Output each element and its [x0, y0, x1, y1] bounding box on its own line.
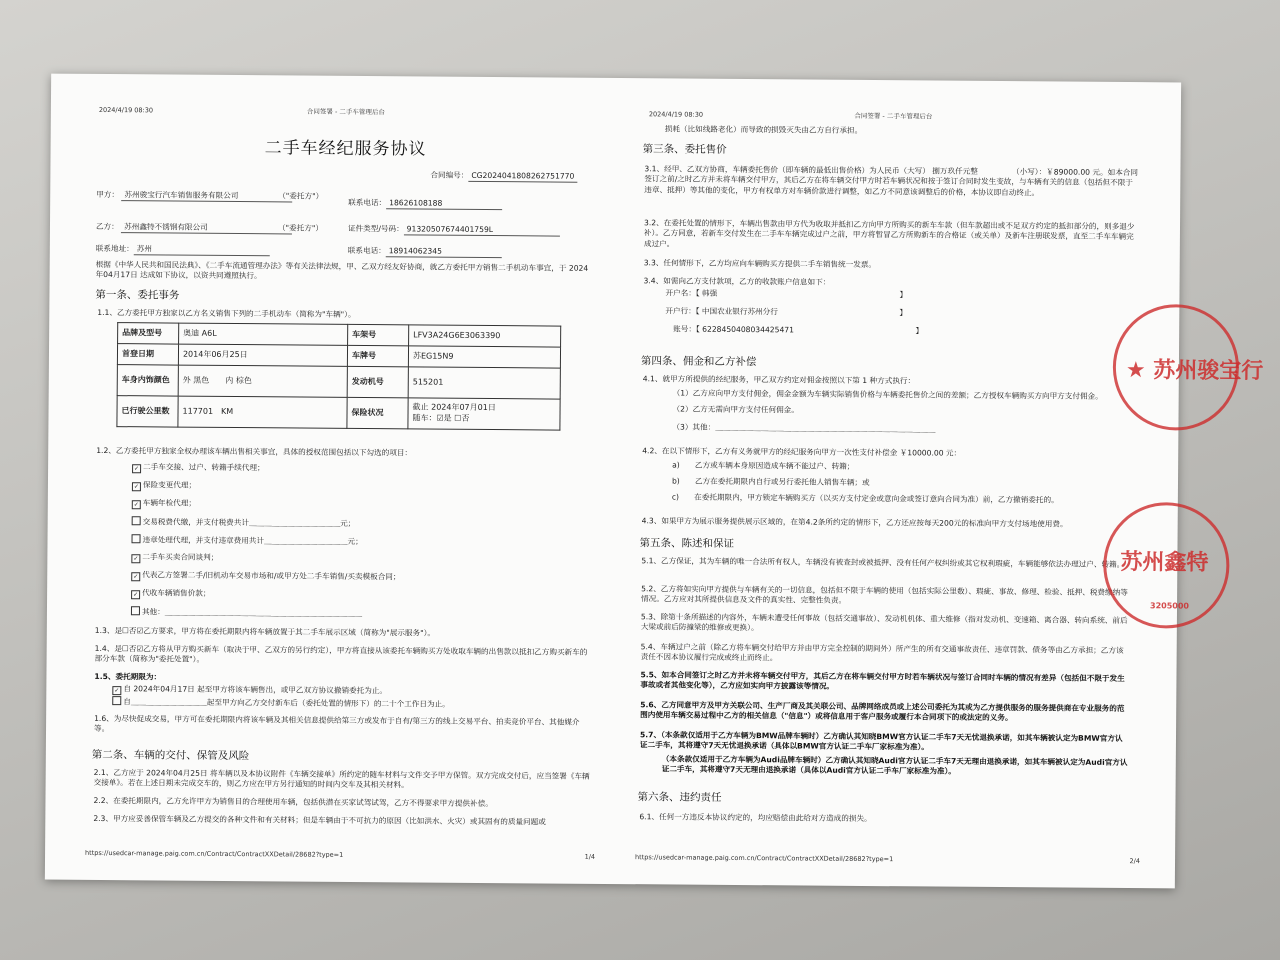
section-2-heading: 第二条、车辆的交付、保管及风险 [91, 748, 250, 763]
clause-4-2: 4.2、在以下情形下，乙方有义务就甲方的经纪服务向甲方一次性支付补偿金 ￥10000.00 元： [642, 446, 962, 458]
clause-4-1-3: （3）其他：＿＿＿＿＿＿＿＿＿＿＿＿＿＿＿＿＿＿＿＿＿＿＿＿＿＿＿＿＿ [672, 422, 936, 434]
clause-4-2-c: c) 在委托期限内，甲方锁定车辆购买方（以买方支付定金或意向金或签订意向合同为准）前，乙方撤销委托的。 [671, 492, 1059, 505]
footer-url[interactable]: https://usedcar-manage.paig.com.cn/Contract/ContractXXDetail/28682?type=1 [635, 853, 894, 864]
vehicle-info-table: 品牌及型号 奥迪 A6L 车架号 LFV3A24G6E3063390 首登日期 2014年06月25日 车牌号 苏EG15N9 车身内饰颜色 外 黑色 内 棕色 发动机号 515201 已行驶公里数 117701 KM 保险状况 截止 2024年07月01日 随车：☑是 ☐否 [116, 322, 561, 430]
carryover-line: 损耗（比如线路老化）而导致的损毁灭失由乙方自行承担。 [664, 124, 863, 135]
party-a-phone: 联系电话： 18626108188 [348, 198, 502, 210]
checkbox-icon: ✓ [133, 501, 139, 509]
clause-1-5-b: 自＿＿＿＿＿＿＿＿＿＿起至甲方向乙方交付新车后（委托处置的情形下）的二十个工作日为止。 [112, 696, 450, 710]
section-1-heading: 第一条、委托事务 [95, 288, 180, 302]
authorization-option: ✓ 车辆年检代理； [133, 498, 197, 509]
checkbox-icon [131, 534, 140, 543]
party-b: 乙方： 苏州鑫特不锈钢有限公司 [96, 222, 292, 235]
authorization-option: 交易税费代缴，并支付税费共计＿＿＿＿＿＿＿＿＿＿＿＿元； [132, 516, 356, 529]
clause-4-2-a: a) 乙方或车辆本身原因造成车辆不能过户、转籍； [672, 460, 855, 471]
section-4-heading: 第四条、佣金和乙方补偿 [640, 355, 757, 369]
clause-1-3: 1.3、是☐否☑乙方要求，甲方将在委托期限内将车辆放置于其二手车展示区域（简称为"展示服务"）。 [94, 625, 436, 638]
company-seal-2: 苏州鑫特 3205000 [1103, 502, 1230, 629]
clause-5-4: 5.4、车辆过户之前（除乙方将车辆交付给甲方并由甲方完全控制的期间外）所产生的所有交通事故责任、违章罚款、债务等由乙方承担；乙方该责任不因本协议履行完成或终止而终止。 [640, 642, 1124, 663]
header-title: 合同签署 - 二手车管理后台 [854, 111, 933, 121]
contract-page-1 [85, 74, 601, 884]
party-b-id: 证件类型/号码： 91320507674401759L [348, 224, 560, 237]
clause-5-1: 5.1、乙方保证，其为车辆的唯一合法所有权人，车辆没有被查封或被抵押、没有任何产权纠纷或其它权利瑕疵，车辆能够依法办理过户、转籍。 [641, 556, 1125, 570]
clause-4-1-1: （1）乙方应向甲方支付佣金，佣金金额为车辆实际销售价格与车辆委托售价之间的差额；乙方授权车辆购买方向甲方支付佣金。 [672, 388, 1103, 401]
header-date: 2024/4/19 08:30 [648, 110, 704, 119]
account-bank: 开户行：【 中国农业银行苏州分行 】 [665, 306, 907, 318]
checkbox-icon: ✓ [134, 465, 140, 473]
authorization-option: 其他：＿＿＿＿＿＿＿＿＿＿＿＿＿＿＿＿＿＿＿＿＿＿＿＿＿＿ [131, 606, 362, 619]
section-6-heading: 第六条、违约责任 [637, 791, 722, 804]
authorization-option: ✓ 保险变更代理； [133, 480, 197, 491]
header-date: 2024/4/19 08:30 [98, 105, 154, 115]
clause-4-3: 4.3、如果甲方为展示服务提供展示区域的，在第4.2条所约定的情形下，乙方还应按每天200元的标准向甲方支付场地使用费。 [641, 516, 1068, 529]
clause-1-2: 1.2、乙方委托甲方独家全权办理该车辆出售相关事宜，具体的授权范围包括以下勾选的项目： [96, 445, 413, 458]
clause-4-1: 4.1、就甲方所提供的经纪服务，甲乙双方约定对佣金按照以下第 1 种方式执行： [642, 374, 916, 386]
contract-page-2 [635, 78, 1146, 888]
clause-3-1: 3.1、经甲、乙双方协商，车辆委托售价（即车辆的最低出售价格）为人民币（大写） 捌万玖仟元整 （小写）：￥89000.00 元。如本合同签订之前/之时乙方并未将车辆交付甲方，其后乙方在将车辆交付甲方时若车辆状况和按于签订合同时发生变故，与车辆有关的信息（包括但不限于违章、抵押）等其他的变化，甲方有权单方对车辆价款进行调整，如乙方不同意该调整后的价格，本协议即自动终止。 [644, 164, 1139, 197]
party-b-address: 联系地址： 苏州 [96, 244, 270, 257]
checkbox-icon [131, 606, 140, 615]
authorization-option: ✓ 代收车辆销售价款； [133, 588, 211, 599]
clause-1-5-title: 1.5、委托期限为： [94, 671, 162, 682]
contract-number: 合同编号： CG2024041808262751770 [430, 171, 577, 183]
footer-url[interactable]: https://usedcar-manage.paig.com.cn/Contract/ContractXXDetail/28682?type=1 [85, 848, 344, 859]
clause-3-2: 3.2、在委托处置的情形下，车辆出售款由甲方代为收取并抵扣乙方向甲方所购买的新车车款（但车款超出或不足双方约定的抵扣部分的，则多退少补）。乙方同意，若新车交付发生在二手车车辆完成过户之前，甲方将暂冒乙方所购新车的合格证（或关单）及新车注册联发票，直至二手车车辆完成过户。 [643, 218, 1135, 248]
account-number: 账号：【 6228450408034425471 】 [673, 324, 924, 336]
header-title: 合同签署 - 二手车管理后台 [306, 107, 385, 117]
clause-5-5: 5.5、如本合同签订之时乙方并未将车辆交付甲方，其后乙方在将车辆交付甲方时若车辆状况与签订合同时车辆的情况有差异（包括但不限于发生事故或者其他变化等），乙方应如实向甲方披露该等情况。 [640, 670, 1125, 691]
company-seal-1: ★ 苏州骏宝行 [1112, 304, 1239, 431]
clause-1-5-a: ✓ 自 2024年04月17日 起至甲方将该车辆售出，或甲乙双方协议撤销委托为止。 [114, 684, 388, 696]
clause-5-6: 5.6、乙方同意甲方及甲方关联公司、生产厂商及其关联公司、品牌网络成员或上述公司委托为其或为乙方提供服务的服务提供商在专业服务的范围内使用车辆交易过程中乙方的相关信息（"信息"）或将信息用于客户服务或履行本合同项下的或法定的义务。 [640, 700, 1125, 723]
checkbox-icon [132, 516, 141, 525]
party-a: 甲方： 苏州骏宝行汽车销售服务有限公司 [96, 190, 356, 203]
clause-1-4: 1.4、是☐否☑乙方将从甲方购买新车（取决于甲、乙双方的另行约定），甲方将直接从该委托车辆购买方处收取车辆的出售款以抵扣乙方购买新车的部分车款（简称为"委托处置"）。 [94, 643, 588, 665]
authorization-option: ✓ 代表乙方签署二手/旧机动车交易市场和/或甲方处二手车销售/买卖模板合同； [133, 570, 401, 582]
clause-2-2: 2.2、在委托期限内，乙方允许甲方为销售目的合理使用车辆，包括供潜在买家试驾试驾，乙方不得要求甲方提供补偿。 [93, 795, 493, 809]
section-5-heading: 第五条、陈述和保证 [639, 537, 735, 550]
clause-4-1-2: （2）乙方无需向甲方支付任何佣金。 [672, 404, 799, 415]
party-b-phone: 联系电话： 18914062345 [348, 246, 502, 258]
party-b-role: （"委托方"） [277, 223, 323, 233]
checkbox-icon: ✓ [133, 573, 139, 581]
authorization-option: ✓ 二手车交接、过户、转籍手续代理； [134, 462, 265, 473]
party-a-role: （"委托方"） [278, 191, 324, 201]
clause-1-1: 1.1、乙方委托甲方独家以乙方名义销售下列的二手机动车（简称为"车辆"）。 [97, 307, 356, 319]
clause-5-7-audi: （本条款仅适用于乙方车辆为Audi品牌车辆时）乙方确认其知晓Audi官方认证二手车7天无理由退换承诺，如其车辆被认定为Audi官方认证二手车，其将遵守7天无理由退换承诺（具体以Audi官方认证二手车厂家标准为准）。 [661, 754, 1128, 776]
authorization-option: 违章处理代理，并支付违章费用共计＿＿＿＿＿＿＿＿＿＿＿元； [131, 534, 362, 547]
clause-1-6: 1.6、为尽快促成交易，甲方可在委托期限内将该车辆及其相关信息提供给第三方或发布于自有/第三方的线上交易平台、拍卖竞价平台、其他媒介等。 [94, 713, 580, 734]
footer-page-number: 2/4 [1129, 857, 1141, 866]
clause-5-2: 5.2、乙方将如实向甲方提供与车辆有关的一切信息，包括但不限于车辆的使用（包括实际公里数）、瑕疵、事故、修理、检验、抵押、税费缴纳等情况。乙方应对其所提供信息及文件的真实性、完整性负责。 [641, 584, 1128, 606]
clause-6-1: 6.1、任何一方违反本协议约定的，均应赔偿由此给对方造成的损失。 [639, 812, 872, 824]
document-title: 二手车经纪服务协议 [264, 138, 427, 160]
clause-5-3: 5.3、除第十条所描述的内容外，车辆未遭受任何事故（包括交通事故）、发动机机体、重大维修（指对发动机、变速箱、离合器、转向系统、前后大梁或前后防撞梁的维修或更换）。 [640, 612, 1128, 633]
authorization-option: ✓ 二手车买卖合同谈判； [133, 552, 219, 563]
contract-sheet [45, 74, 1264, 889]
section-3-heading: 第三条、委托售价 [642, 143, 727, 156]
checkbox-icon: ✓ [133, 555, 139, 563]
account-name: 开户名：【 韩强 】 [665, 288, 908, 300]
checkbox-icon: ✓ [133, 483, 139, 491]
intro-paragraph: 根据《中华人民共和国民法典》、《二手车流通管理办法》等有关法律法规，甲、乙双方经友好协商，就乙方委托甲方销售二手机动车事宜，于 2024年04月17日 达成如下协议，以资共同遵照执行。 [95, 259, 589, 281]
checkbox-icon: ✓ [133, 591, 139, 599]
clause-3-3: 3.3、任何情形下，乙方均应向车辆购买方提供二手车销售统一发票。 [643, 258, 877, 270]
clause-2-3: 2.3、甲方应妥善保管车辆及乙方提交的各种文件和有关材料；但是车辆由于不可抗力的原因（比如洪水、火灾）或其固有的质量问题或 [93, 813, 546, 827]
clause-4-2-b: b) 乙方在委托期限内自行或另行委托他人销售车辆；或 [671, 476, 870, 488]
clause-5-7-bmw: 5.7、（本条款仅适用于乙方车辆为BMW品牌车辆时）乙方确认其知晓BMW官方认证二手车7天无忧退换承诺，如其车辆被认定为BMW官方认证二手车，其将遵守7天无忧退换承诺（具体以BMW官方认证二手车厂家标准为准）。 [639, 730, 1123, 752]
clause-3-4: 3.4、如需向乙方支付款项，乙方的收款账户信息如下： [643, 276, 831, 287]
footer-page-number: 1/4 [584, 852, 596, 861]
clause-2-1: 2.1、乙方应于 2024年04月25日 将车辆以及本协议附件《车辆交接单》所约定的随车材料与文件交予甲方保管。双方完成交付后，应当签署《车辆交接单》。若在上述日期未完成交车的，则乙方应在甲方另行通知的时间内交车及其相关材料。 [93, 767, 590, 790]
